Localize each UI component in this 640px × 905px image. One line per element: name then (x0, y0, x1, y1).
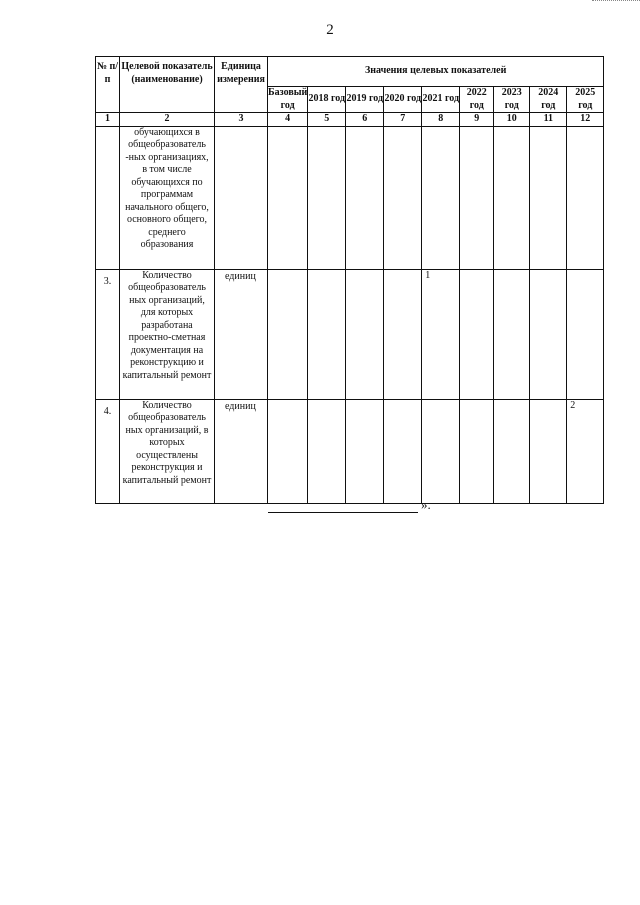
value-cell (494, 399, 530, 503)
row-number: 4. (96, 399, 120, 503)
value-cell (530, 126, 567, 269)
header-num: № п/п (96, 57, 120, 113)
value-cell (268, 399, 308, 503)
value-cell (422, 399, 460, 503)
unit-cell: единиц (215, 269, 268, 399)
value-cell (567, 269, 604, 399)
value-cell (384, 126, 422, 269)
table-row (96, 399, 604, 503)
column-index: 11 (530, 113, 567, 127)
header-unit: Единица измерения (215, 57, 268, 113)
value-cell (494, 269, 530, 399)
value-cell (308, 399, 346, 503)
underline-rule (268, 499, 418, 513)
column-index: 7 (384, 113, 422, 127)
year-header: 2019 год (346, 87, 384, 113)
value-cell (460, 399, 494, 503)
year-header: 2025 год (567, 87, 604, 113)
value-cell (494, 126, 530, 269)
value-cell (460, 269, 494, 399)
page-number: 2 (326, 22, 334, 38)
year-header: Базовый год (268, 87, 308, 111)
column-index: 9 (460, 113, 494, 127)
value-cell: 1 (422, 269, 460, 399)
value-cell (346, 269, 384, 399)
header-indicator: Целевой показатель (наименование) (120, 57, 215, 113)
column-index: 1 (96, 113, 120, 127)
value-cell (308, 126, 346, 269)
column-index: 8 (422, 113, 460, 127)
year-header: 2020 год (384, 87, 422, 113)
unit-cell: единиц (215, 399, 268, 503)
column-index: 12 (567, 113, 604, 127)
corner-mark (592, 0, 640, 3)
closing-quote: ». (421, 497, 431, 512)
column-index: 2 (120, 113, 215, 127)
value-cell (530, 269, 567, 399)
indicator-name: Количество общеобразователь ных организаций, в которых осуществлены реконструкция и капитальный ремонт (120, 399, 215, 503)
row-number: 3. (96, 269, 120, 399)
row-number (96, 126, 120, 269)
value-cell (346, 126, 384, 269)
value-cell (308, 269, 346, 399)
indicator-name: обучающихся в общеобразователь -ных организациях, в том числе обучающихся по программам начального общего, основного общего, среднего образования (120, 126, 215, 269)
year-header: 2018 год (308, 87, 346, 113)
year-header: 2023 год (494, 87, 530, 113)
value-cell (530, 399, 567, 503)
closing-line (268, 497, 431, 513)
header-values-group: Значения целевых показателей (268, 57, 604, 87)
value-cell (567, 126, 604, 269)
column-index: 4 (268, 113, 308, 127)
value-cell (384, 399, 422, 503)
year-header: 2022 год (460, 87, 494, 113)
column-index: 10 (494, 113, 530, 127)
value-cell (346, 399, 384, 503)
indicators-table (95, 56, 604, 504)
table-row (96, 126, 604, 269)
table-row (96, 269, 604, 399)
value-cell (268, 126, 308, 269)
value-cell (384, 269, 422, 399)
value-cell (422, 126, 460, 269)
column-index: 6 (346, 113, 384, 127)
column-index: 3 (215, 113, 268, 127)
year-header: 2021 год (422, 87, 460, 113)
value-cell (268, 269, 308, 399)
column-index: 5 (308, 113, 346, 127)
indicator-name: Количество общеобразователь ных организаций, для которых разработана проектно-сметная документация на реконструкцию и капитальный ремонт (120, 269, 215, 399)
value-cell: 2 (567, 399, 604, 503)
unit-cell (215, 126, 268, 269)
year-header: 2024 год (530, 87, 567, 113)
value-cell (460, 126, 494, 269)
